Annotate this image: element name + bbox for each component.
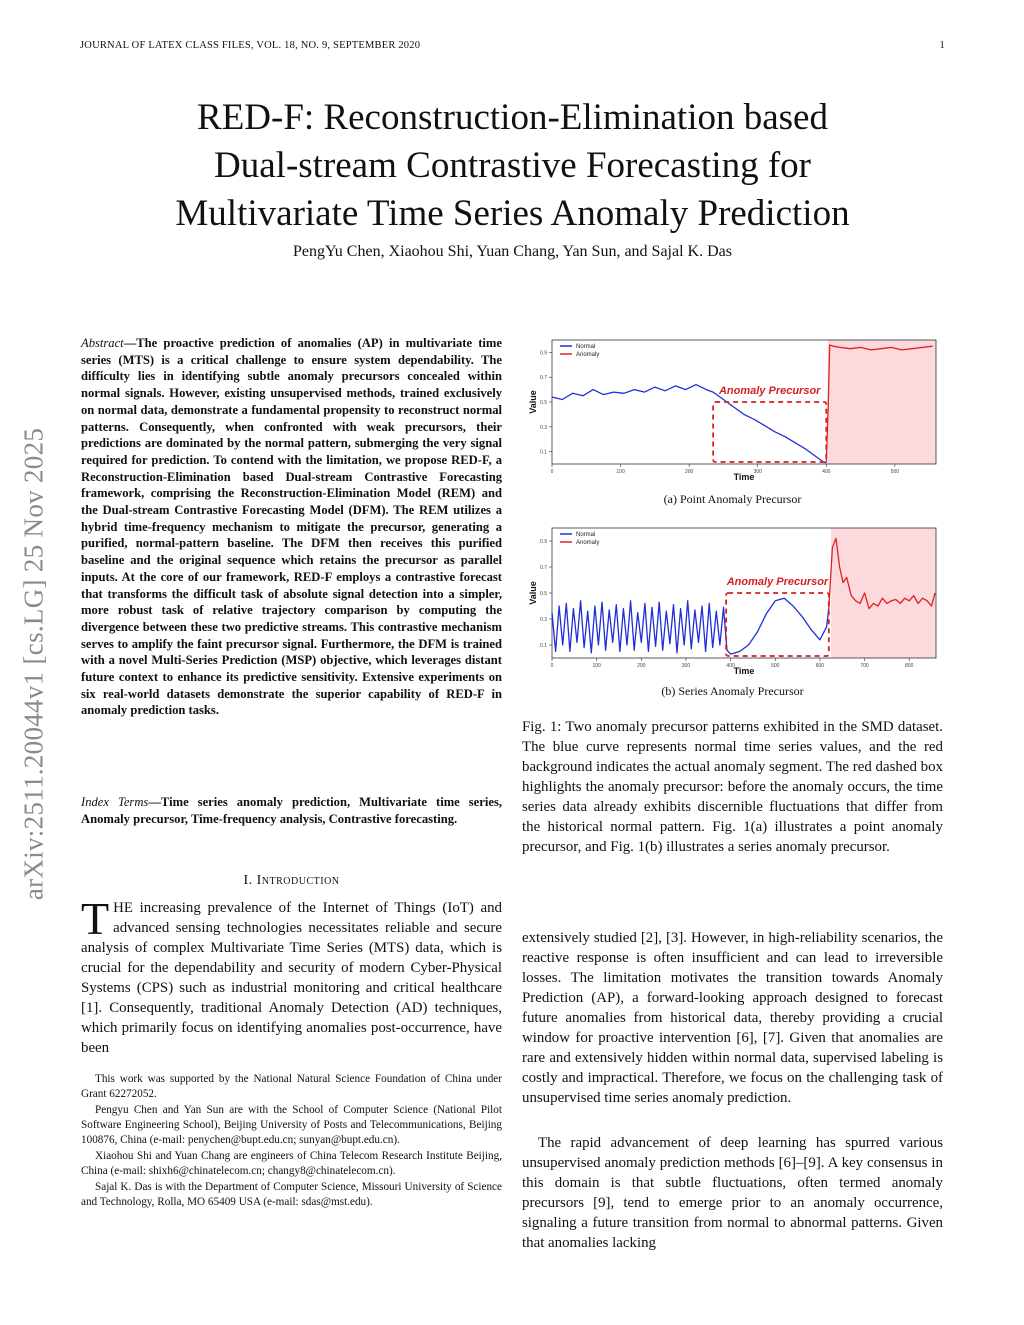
x-tick-label: 400 — [726, 663, 735, 669]
x-axis-label: Time — [733, 472, 755, 482]
x-tick-label: 0 — [550, 663, 554, 669]
arxiv-stamp — [10, 372, 58, 957]
footnote-funding: This work was supported by the National Natural Science Foundation of China under Grant 62272052. — [81, 1073, 502, 1100]
y-tick-label: 0.5 — [540, 400, 547, 406]
x-tick-label: 600 — [815, 663, 825, 669]
figure-1b-chart — [522, 524, 944, 676]
legend-label: Normal — [576, 532, 596, 538]
arxiv-identifier: arXiv:2511.20044v1 [cs.LG] 25 Nov 2025 — [18, 427, 49, 901]
y-tick-label: 0.1 — [540, 643, 547, 649]
paper-title — [80, 94, 945, 238]
anomaly-region — [831, 528, 936, 658]
author-list: PengYu Chen, Xiaohou Shi, Yuan Chang, Yan Sun, and Sajal K. Das — [293, 243, 732, 260]
figure-caption: Fig. 1: Two anomaly precursor patterns exhibited in the SMD dataset. The blue curve represents normal time series values, and the red background indicates the actual anomaly segment. The red dashed box highlights the anomaly precursor: before the anomaly occurs, the time series data already exhibits discernible fluctuations that differ from the historical normal pattern. Fig. 1(a) illustrates a point anomaly precursor, and Fig. 1(b) illustrates a series anomaly precursor. — [522, 719, 943, 855]
anomaly-region — [828, 340, 936, 464]
x-tick-label: 100 — [616, 469, 625, 475]
y-tick-label: 0.5 — [540, 591, 547, 597]
x-tick-label: 500 — [890, 469, 900, 475]
y-tick-label: 0.9 — [540, 539, 547, 545]
precursor-box — [726, 593, 829, 656]
x-tick-label: 200 — [684, 469, 694, 475]
title-line: RED-F: Reconstruction-Elimination based — [197, 97, 828, 138]
abstract-text: —The proactive prediction of anomalies (AP) in multivariate time series (MTS) is a critical challenge to ensure system dependability. The difficulty lies in identifying subtle anomaly precursors concealed within normal signals. However, existing unsupervised methods, trained exclusively on normal data, demonstrate a fundamental propensity to reconstruct normal patterns. Consequently, when confronted with weak precursors, their predictions are dominated by the normal pattern, submerging the very signal required for prediction. To contend with the limitation, we propose RED-F, a Reconstruction-Elimination based Dual-stream Contrastive Forecasting framework, comprising the Reconstruction-Elimination Model (REM) and the Dual-stream Contrastive Forecasting Model (DFM). The REM utilizes a hybrid time-frequency mechanism to mitigate the precursor, generating a purified, normal-pattern baseline. The DFM then receives this purified baseline and the original sequence which retains the precursor as parallel inputs. At the core of our framework, RED-F employs a contrastive forecast that transforms the difficult task of absolute signal detection into a simpler, more robust task of relative trajectory comparison by computing the divergence between these two predictive streams. This contrastive mechanism serves to amplify the faint precursor signal. Furthermore, the DFM is trained with a novel Multi-Series Prediction (MSP) objective, which leverages distant future context to enhance its predictive sensitivity. Extensive experiments on six real-world datasets demonstrate the superior capability of RED-F in anomaly prediction tasks. — [81, 336, 502, 718]
y-axis-label: Value — [528, 390, 538, 414]
index-terms-label: Index Terms — [81, 795, 149, 809]
section-heading — [81, 873, 502, 889]
precursor-annotation: Anomaly Precursor — [718, 385, 821, 397]
section-number: I. — [243, 873, 253, 888]
y-tick-label: 0.7 — [540, 375, 547, 382]
x-tick-label: 800 — [905, 663, 914, 669]
abstract — [81, 335, 502, 719]
y-axis-label: Value — [528, 581, 538, 605]
x-tick-label: 100 — [592, 663, 601, 669]
y-tick-label: 0.7 — [540, 565, 547, 571]
y-tick-label: 0.9 — [540, 350, 547, 357]
index-terms-text: —Time series anomaly prediction, Multivariate time series, Anomaly precursor, Time-frequency analysis, Contrastive forecasting. — [81, 795, 502, 826]
title-line: Dual-stream Contrastive Forecasting for — [214, 145, 811, 186]
section-title: Introduction — [256, 873, 340, 888]
x-tick-label: 400 — [822, 469, 831, 475]
running-head — [80, 40, 945, 51]
series-line-normal — [552, 598, 829, 654]
footnotes — [81, 1072, 502, 1211]
x-tick-label: 0 — [550, 469, 554, 475]
precursor-box — [713, 402, 826, 462]
x-tick-label: 500 — [771, 663, 780, 669]
x-tick-label: 700 — [860, 663, 869, 669]
title-line: Multivariate Time Series Anomaly Prediction — [175, 193, 850, 234]
x-tick-label: 300 — [681, 663, 691, 669]
figure-1a-chart — [522, 334, 944, 484]
index-terms — [81, 794, 502, 827]
page-number: 1 — [939, 40, 945, 51]
journal-line: JOURNAL OF LATEX CLASS FILES, VOL. 18, NO. 9, SEPTEMBER 2020 — [80, 40, 421, 51]
intro-paragraph-2: The rapid advancement of deep learning has spurred various unsupervised anomaly prediction methods [6]–[9]. A key consensus in this domain is that subtle fluctuations, often termed anomaly precursors [9], tend to emerge prior to an anomaly occurrence, signaling a future transition from normal to abnormal patterns. Given that anomalies lacking — [522, 1135, 943, 1251]
subcaption-b: (b) Series Anomaly Precursor — [661, 684, 804, 698]
legend-label: Anomaly — [576, 540, 600, 546]
y-tick-label: 0.3 — [540, 617, 547, 623]
abstract-label: Abstract — [81, 336, 124, 350]
precursor-annotation: Anomaly Precursor — [726, 576, 829, 588]
x-tick-label: 200 — [637, 663, 646, 669]
footnote-affiliation: Sajal K. Das is with the Department of Computer Science, Missouri University of Science and Technology, Rolla, MO 65409 USA (e-mail: sdas@mst.edu). — [81, 1181, 502, 1208]
drop-cap: T — [81, 893, 110, 944]
y-tick-label: 0.1 — [540, 449, 547, 456]
subcaption-a: (a) Point Anomaly Precursor — [663, 492, 802, 506]
y-tick-label: 0.3 — [540, 424, 547, 431]
legend-label: Normal — [576, 344, 596, 350]
intro-paragraph-continued: extensively studied [2], [3]. However, in high-reliability scenarios, the reactive response is often insufficient and can lead to irreversible losses. The limitation motivates the transition towards Anomaly Prediction (AP), a forward-looking approach designed to forecast future anomalies from historical data, thereby providing a crucial window for proactive intervention [6], [7]. Given that anomalies are rare and extensively hidden within normal data, supervised labeling is costly and impractical. Therefore, we focus on the challenging task of unsupervised time series anomaly prediction. — [522, 930, 943, 1106]
x-axis-label: Time — [733, 666, 755, 676]
x-tick-label: 300 — [753, 469, 762, 475]
footnote-affiliation: Xiaohou Shi and Yuan Chang are engineers of China Telecom Research Institute Beijing, China (e-mail: shixh6@chinatelecom.cn; changy8@chinatelecom.cn). — [81, 1150, 502, 1177]
intro-text: HE increasing prevalence of the Internet of Things (IoT) and advanced sensing technologies necessitates reliable and secure analysis of complex Multivariate Time Series (MTS) data, which is crucial for the dependability and security of modern Cyber-Physical Systems (CPS) such as industrial monitoring and critical healthcare [1]. Consequently, traditional Anomaly Detection (AD) techniques, which primarily focus on identifying anomalies post-occurrence, have been — [81, 900, 502, 1056]
intro-paragraph — [81, 893, 502, 1058]
footnote-affiliation: Pengyu Chen and Yan Sun are with the School of Computer Science (National Pilot Software Engineering School), Beijing University of Posts and Telecommunications, Beijing 100876, China (e-mail: penychen@bupt.edu.cn; sunyan@bupt.edu.cn). — [81, 1104, 502, 1146]
legend-label: Anomaly — [576, 352, 600, 358]
